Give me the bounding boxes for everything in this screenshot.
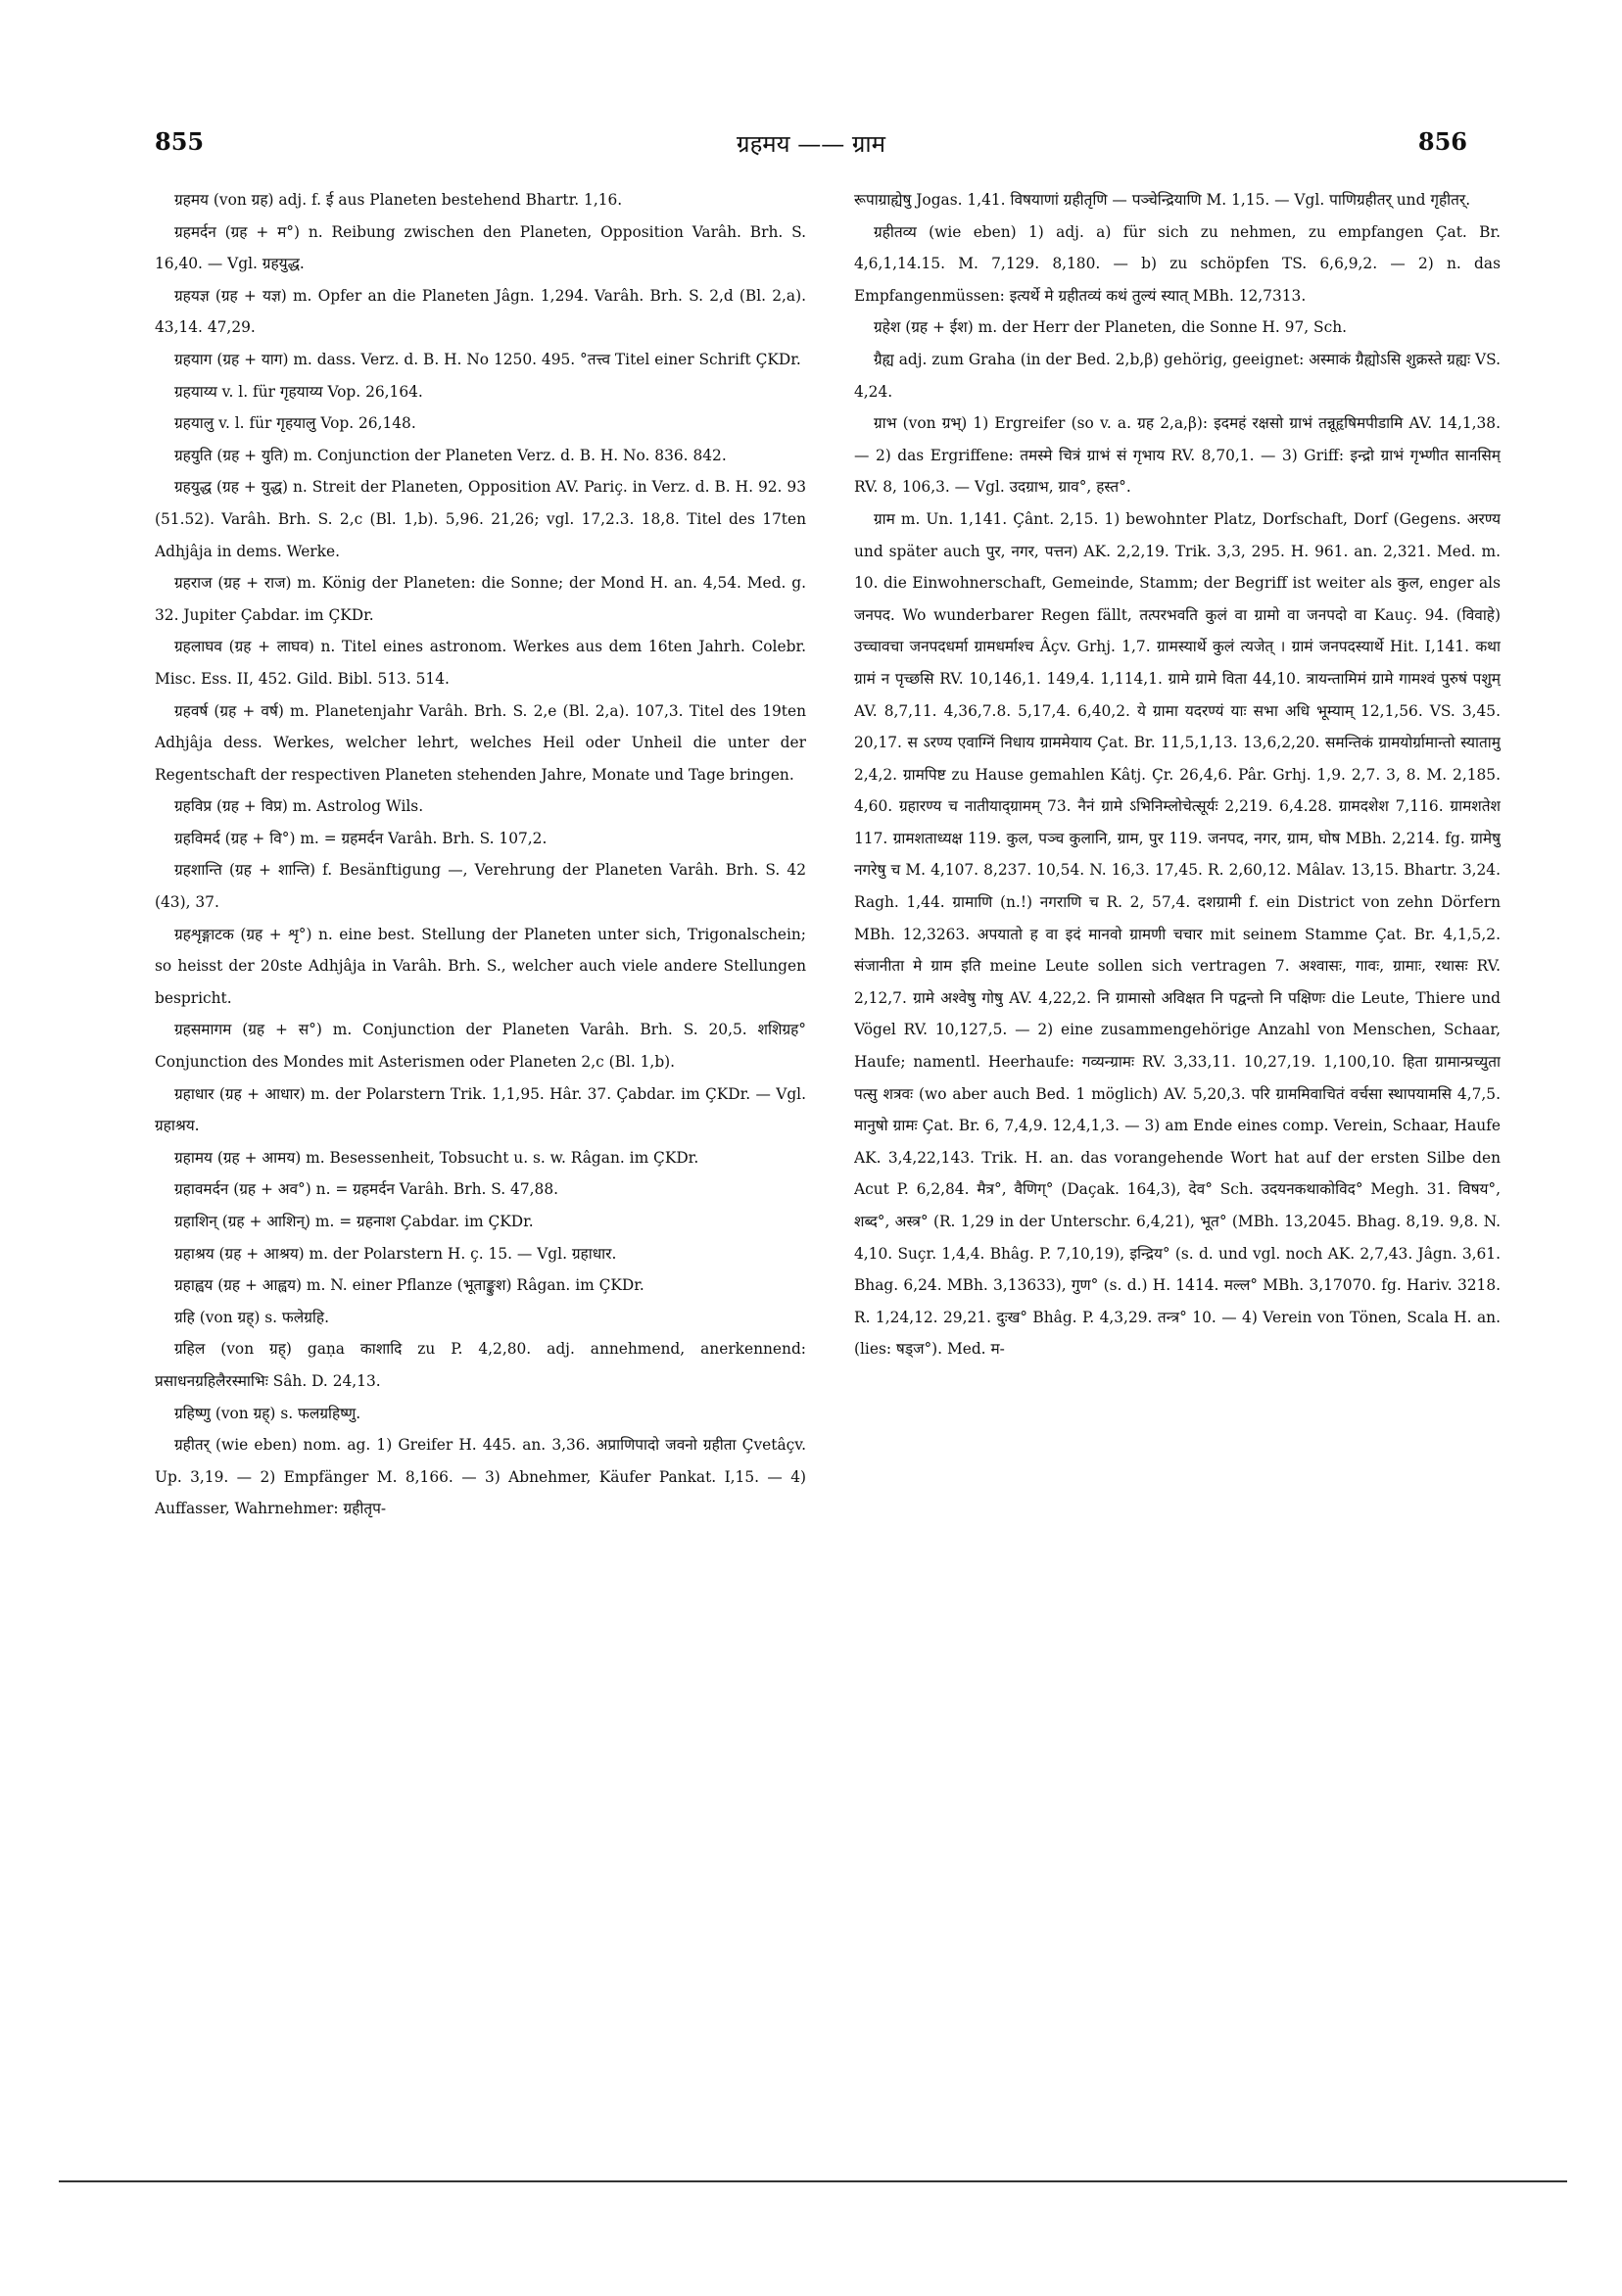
dictionary-entry: ग्रहयालु v. l. für गृहयालु Vop. 26,148. <box>174 414 416 433</box>
dictionary-entry: ग्रहेश (ग्रह + ईश) m. der Herr der Planeten, die Sonne H. 97, Sch. <box>874 318 1348 337</box>
dictionary-entry: ग्रहाश्रय (ग्रह + आश्रय) m. der Polarstern H. ç. 15. — Vgl. ग्रहाधार. <box>174 1244 617 1263</box>
page-number-left: 855 <box>155 127 205 156</box>
running-title: ग्रहमय —— ग्राम <box>737 130 885 158</box>
dictionary-entry: ग्रहलाघव (ग्रह + लाघव) n. Titel eines astronom. Werkes aus dem 16ten Jahrh. Colebr. Misc. Ess. II, 452. Gild. Bibl. 513. 514. <box>155 638 806 688</box>
dictionary-entry: ग्रहयाय्य v. l. für गृहयाय्य Vop. 26,164. <box>174 382 423 401</box>
dictionary-entry: ग्रहामय (ग्रह + आमय) m. Besessenheit, Tobsucht u. s. w. Râgan. im ÇKDr. <box>174 1148 699 1167</box>
dictionary-entry: ग्रहयुति (ग्रह + युति) m. Conjunction der Planeten Verz. d. B. H. No. 836. 842. <box>174 446 727 464</box>
dictionary-entry: ग्रैह्य adj. zum Graha (in der Bed. 2,b,β) gehörig, geeignet: अस्माकं ग्रैह्योऽसि शुक्रस्ते ग्रह्यः VS. 4,24. <box>854 350 1501 401</box>
dictionary-entry: ग्रहविमर्द (ग्रह + वि°) m. = ग्रहमर्दन Varâh. Brh. S. 107,2. <box>174 829 548 847</box>
page-number-right: 856 <box>1417 127 1467 156</box>
dictionary-entry: ग्रहसमागम (ग्रह + स°) m. Conjunction der Planeten Varâh. Brh. S. 20,5. शशिग्रह° Conjunction des Mondes mit Asterismen oder Planeten 2,c (Bl. 1,b). <box>155 1021 806 1072</box>
left-column <box>155 184 806 2173</box>
dictionary-entry: ग्रहशृङ्गाटक (ग्रह + शृ°) n. eine best. Stellung der Planeten unter sich, Trigonalschein; so heisst der 20ste Adhjâja in Varâh. Brh. S., welcher auch viele andere Stellungen bespricht. <box>155 925 806 1007</box>
dictionary-entry: ग्रहशान्ति (ग्रह + शान्ति) f. Besänftigung —, Verehrung der Planeten Varâh. Brh. S. 42 (43), 37. <box>155 861 806 912</box>
dictionary-entry: ग्रहमर्दन (ग्रह + म°) n. Reibung zwischen den Planeten, Opposition Varâh. Brh. S. 16,40. — Vgl. ग्रहयुद्ध. <box>155 222 806 273</box>
dictionary-entry-continued: रूपाग्राह्येषु Jogas. 1,41. विषयाणां ग्रहीतृणि — पञ्चेन्द्रियाणि M. 1,15. — Vgl. पाणिग्रहीतर् und गृहीतर्. <box>854 191 1471 209</box>
right-column <box>854 184 1501 2173</box>
dictionary-entry: ग्राभ (von ग्रभ्) 1) Ergreifer (so v. a. ग्रह 2,a,β): इदमहं रक्षसो ग्राभं तन्नूहृषिमपीडामि AV. 14,1,38. — 2) das Ergriffene: तमस्मे चित्रं ग्राभं सं गृभाय RV. 8,70,1. — 3) Griff: इन्द्रो ग्राभं गृभ्णीत सानसिम् RV. 8, 106,3. — Vgl. उदग्राभ, ग्राव°, हस्त°. <box>854 414 1501 497</box>
dictionary-entry: ग्रहिल (von ग्रह्) gaṇa काशादि zu P. 4,2,80. adj. annehmend, anerkennend: प्रसाधनग्रहिलैरस्माभिः Sâh. D. 24,13. <box>155 1340 806 1390</box>
dictionary-entry: ग्रहाधार (ग्रह + आधार) m. der Polarstern Trik. 1,1,95. Hâr. 37. Çabdar. im ÇKDr. — Vgl. ग्रहाश्रय. <box>155 1084 806 1135</box>
dictionary-entry: ग्रहाह्वय (ग्रह + आह्वय) m. N. einer Pflanze (भूताङ्कुश) Râgan. im ÇKDr. <box>174 1276 644 1295</box>
dictionary-entry: ग्रहावमर्दन (ग्रह + अव°) n. = ग्रहमर्दन Varâh. Brh. S. 47,88. <box>174 1180 559 1199</box>
dictionary-entry: ग्रहयाग (ग्रह + याग) m. dass. Verz. d. B. H. No 1250. 495. °तत्त्व Titel einer Schrift ÇKDr. <box>174 350 801 368</box>
dictionary-entry: ग्रहीतर् (wie eben) nom. ag. 1) Greifer H. 445. an. 3,36. अप्राणिपादो जवनो ग्रहीता Çvetâçv. Up. 3,19. — 2) Empfänger M. 8,166. — 3) Abnehmer, Käufer Pankat. I,15. — 4) Auffasser, Wahrnehmer: ग्रहीतृप- <box>155 1436 806 1518</box>
dictionary-entry: ग्रहीतव्य (wie eben) 1) adj. a) für sich zu nehmen, zu empfangen Çat. Br. 4,6,1,14.15. M. 7,129. 8,180. — b) zu schöpfen TS. 6,6,9,2. — 2) n. das Empfangenmüssen: इत्यर्थे मे ग्रहीतव्यं कथं तुल्यं स्यात् MBh. 12,7313. <box>854 222 1501 305</box>
dictionary-entry: ग्रहाशिन् (ग्रह + आशिन्) m. = ग्रहनाश Çabdar. im ÇKDr. <box>174 1213 534 1230</box>
dictionary-entry: ग्रहि (von ग्रह्) s. फलेग्रहि. <box>174 1308 329 1326</box>
dictionary-entry: ग्रहयज्ञ (ग्रह + यज्ञ) m. Opfer an die Planeten Jâgn. 1,294. Varâh. Brh. S. 2,d (Bl. 2,a). 43,14. 47,29. <box>155 286 806 337</box>
dictionary-entry: ग्रहिष्णु (von ग्रह्) s. फलग्रहिष्णु. <box>174 1404 361 1422</box>
dictionary-entry: ग्रहराज (ग्रह + राज) m. König der Planeten: die Sonne; der Mond H. an. 4,54. Med. g. 32. Jupiter Çabdar. im ÇKDr. <box>155 574 806 624</box>
dictionary-entry: ग्रहमय (von ग्रह) adj. f. ई aus Planeten bestehend Bhartr. 1,16. <box>174 191 623 209</box>
dictionary-entry: ग्रहविप्र (ग्रह + विप्र) m. Astrolog Wils. <box>174 797 424 816</box>
bottom-rule <box>59 2180 1567 2182</box>
dictionary-entry: ग्रहयुद्ध (ग्रह + युद्ध) n. Streit der Planeten, Opposition AV. Pariç. in Verz. d. B. H. 92. 93 (51.52). Varâh. Brh. S. 2,c (Bl. 1,b). 5,96. 21,26; vgl. 17,2.3. 18,8. Titel des 17ten Adhjâja in dems. Werke. <box>155 478 806 560</box>
dictionary-entry: ग्राम m. Un. 1,141. Çânt. 2,15. 1) bewohnter Platz, Dorfschaft, Dorf (Gegens. अरण्य und später auch पुर, नगर, पत्तन) AK. 2,2,19. Trik. 3,3, 295. H. 961. an. 2,321. Med. m. 10. die Einwohnerschaft, Gemeinde, Stamm; der Begriff ist weiter als कुल, enger als जनपद. Wo wunderbarer Regen fällt, तत्परभवति कुलं वा ग्रामो वा जनपदो वा Kauç. 94. (विवाहे) उच्चावचा जनपदधर्मा ग्रामधर्माश्च Âçv. Grhj. 1,7. ग्रामस्यार्थे कुलं त्यजेत् । ग्रामं जनपदस्यार्थे Hit. I,141. कथा ग्रामं न पृच्छसि RV. 10,146,1. 149,4. 1,114,1. ग्रामे ग्रामे विता 44,10. त्रायन्तामिमं ग्रामे गामश्वं पुरुषं पशुम् AV. 8,7,11. 4,36,7.8. 5,17,4. 6,40,2. ये ग्रामा यदरण्यं याः सभा अधि भूम्याम् 12,1,56. VS. 3,45. 20,17. स ऽरण्य एवाग्निं निधाय ग्राममेयाय Çat. Br. 11,5,1,13. 13,6,2,20. समन्तिकं ग्रामयोर्ग्रामान्तो स्यातामु 2,4,2. ग्रामपिष्ट zu Hause gemahlen Kâtj. Çr. 26,4,6. Pâr. Grhj. 1,9. 2,7. 3, 8. M. 2,185. 4,60. ग्रहारण्य च नातीयाद्ग्रामम् 73. नैनं ग्रामे ऽभिनिम्लोचेत्सूर्यः 2,219. 6,4.28. ग्रामदशेश 7,116. ग्रामशतेश 117. ग्रामशताध्यक्ष 119. कुल, पञ्च कुलानि, ग्राम, पुर 119. जनपद, नगर, ग्राम, घोष MBh. 2,214. fg. ग्रामेषु नगरेषु च M. 4,107. 8,237. 10,54. N. 16,3. 17,45. R. 2,60,12. Mâlav. 13,15. Bhartr. 3,24. Ragh. 1,44. ग्रामाणि (n.!) नगराणि च R. 2, 57,4. दशग्रामी f. ein District von zehn Dörfern MBh. 12,3263. अपयातो ह वा इदं मानवो ग्रामणी चचार mit seinem Stamme Çat. Br. 4,1,5,2. संजानीता मे ग्राम इति meine Leute sollen sich vertragen 7. अश्वासः, गावः, ग्रामाः, रथासः RV. 2,12,7. ग्रामे अश्वेषु गोषु AV. 4,22,2. नि ग्रामासो अविक्षत नि पद्वन्तो नि पक्षिणः die Leute, Thiere und Vögel RV. 10,127,5. — 2) eine zusammengehörige Anzahl von Menschen, Schaar, Haufe; namentl. Heerhaufe: गव्यन्ग्रामः RV. 3,33,11. 10,27,19. 1,100,10. हिता ग्रामान्प्रच्युता पत्सु शत्रवः (wo aber auch Bed. 1 möglich) AV. 5,20,3. परि ग्राममिवाचितं वर्चसा स्थापयामसि 4,7,5. मानुषो ग्रामः Çat. Br. 6, 7,4,9. 12,4,1,3. — 3) am Ende eines comp. Verein, Schaar, Haufe AK. 3,4,22,143. Trik. H. an. das vorangehende Wort hat auf der ersten Silbe den Acut P. 6,2,84. मैत्र°, वैणिग्° (Daçak. 164,3), देव° Sch. उदयनकथाकोविद° Megh. 31. विषय°, शब्द°, अस्त्र° (R. 1,29 in der Unterschr. 6,4,21), भूत° (MBh. 13,2045. Bhag. 8,19. 9,8. N. 4,10. Suçr. 1,4,4. Bhâg. P. 7,10,19), इन्द्रिय° (s. d. und vgl. noch AK. 2,7,43. Jâgn. 3,61. Bhag. 6,24. MBh. 3,13633), गुण° (s. d.) H. 1414. मल्ल° MBh. 3,17070. fg. Hariv. 3218. R. 1,24,12. 29,21. दुःख° Bhâg. P. 4,3,29. तन्त्र° 10. — 4) Verein von Tönen, Scala H. an. (lies: षड्ज°). Med. म- <box>854 509 1501 1359</box>
dictionary-entry: ग्रहवर्ष (ग्रह + वर्ष) m. Planetenjahr Varâh. Brh. S. 2,e (Bl. 2,a). 107,3. Titel des 19ten Adhjâja dess. Werkes, welcher lehrt, welches Heil oder Unheil die unter der Regentschaft der respectiven Planeten stehenden Jahre, Monate und Tage bringen. <box>155 701 806 784</box>
page-header <box>155 127 1467 167</box>
